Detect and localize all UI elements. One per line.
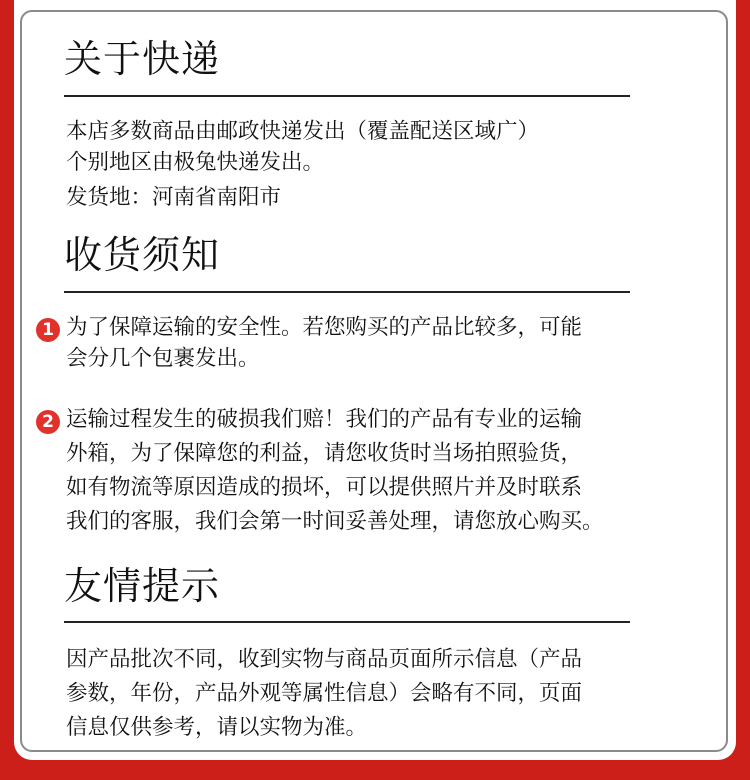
section-divider: [64, 95, 630, 97]
notice-item-line: 为了保障运输的安全性。若您购买的产品比较多，可能: [66, 315, 583, 340]
tips-line: 参数，年份，产品外观等属性信息）会略有不同，页面: [66, 681, 583, 706]
section-heading-shipping: 关于快递: [64, 37, 221, 81]
section-heading-tips: 友情提示: [64, 564, 221, 608]
number-badge-2: 2: [36, 410, 60, 434]
notice-item-line: 运输过程发生的破损我们赔！我们的产品有专业的运输: [66, 407, 583, 432]
info-card: [14, 0, 736, 760]
shipping-line: 个别地区由极兔快递发出。: [66, 150, 325, 175]
tips-line: 信息仅供参考，请以实物为准。: [66, 715, 368, 740]
section-divider: [64, 621, 630, 623]
notice-item-line: 我们的客服，我们会第一时间妥善处理，请您放心购买。: [66, 509, 604, 534]
notice-item-line: 如有物流等原因造成的损坏，可以提供照片并及时联系: [66, 475, 583, 500]
section-divider: [64, 291, 630, 293]
shipping-line: 本店多数商品由邮政快递发出（覆盖配送区域广）: [66, 119, 540, 144]
tips-line: 因产品批次不同，收到实物与商品页面所示信息（产品: [66, 647, 583, 672]
notice-item-line: 会分几个包裹发出。: [66, 346, 260, 371]
info-panel: [20, 10, 728, 752]
number-badge-1: 1: [36, 318, 60, 342]
notice-item-line: 外箱，为了保障您的利益，请您收货时当场拍照验货，: [66, 441, 583, 466]
shipping-line: 发货地：河南省南阳市: [66, 185, 282, 210]
section-heading-receiving: 收货须知: [64, 233, 221, 277]
